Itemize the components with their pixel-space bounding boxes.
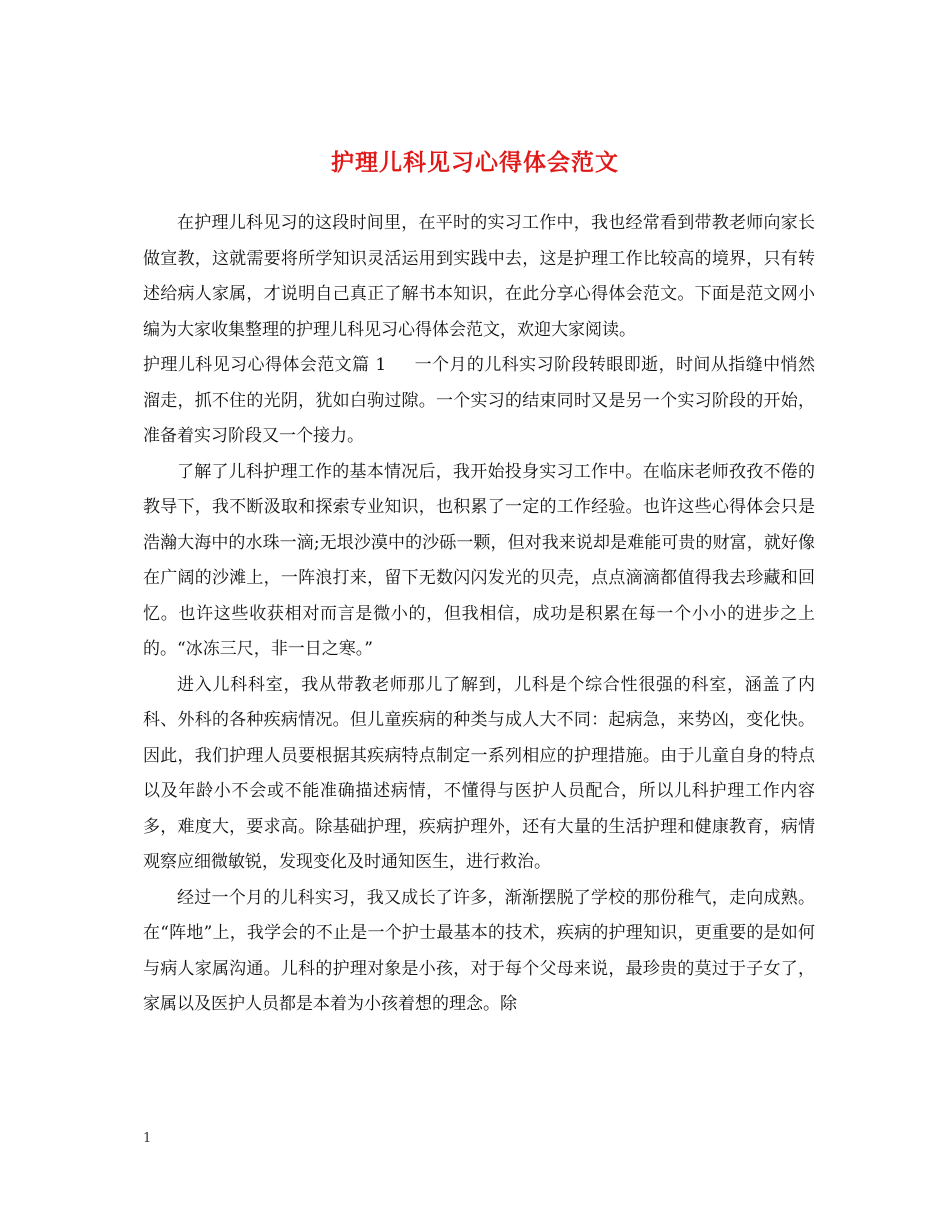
chapter-paragraph (143, 348, 815, 455)
body-paragraph-3: 经过一个月的儿科实习，我又成长了许多，渐渐摆脱了学校的那份稚气，走向成熟。在“阵地”上，我学会的不止是一个护士最基本的技术，疾病的护理知识，更重要的是如何与病人家属沟通。儿科的护理对象是小孩，对于每个父母来说，最珍贵的莫过于子女了，家属以及医护人员都是本着为小孩着想的理念。除 (143, 887, 815, 1014)
chapter-heading: 护理儿科见习心得体会范文篇 1 (143, 355, 387, 375)
page-number: 1 (143, 1131, 152, 1146)
document-body (143, 206, 815, 1023)
document-title: 护理儿科见习心得体会范文 (331, 149, 619, 177)
body-paragraph-2: 进入儿科科室，我从带教老师那儿了解到，儿科是个综合性很强的科室，涵盖了内科、外科的各种疾病情况。但儿童疾病的种类与成人大不同：起病急，来势凶，变化快。因此，我们护理人员要根据其疾病特点制定一系列相应的护理措施。由于儿童自身的特点以及年龄小不会或不能准确描述病情，不懂得与医护人员配合，所以儿科护理工作内容多，难度大，要求高。除基础护理，疾病护理外，还有大量的生活护理和健康教育，病情观察应细微敏锐，发现变化及时通知医生，进行救治。 (143, 674, 815, 872)
chapter-first-text: 一个月的儿科实习阶段转眼即逝，时间从指缝中悄然溜走，抓不住的光阴，犹如白驹过隙。一个实习的结束同时又是另一个实习阶段的开始，准备着实习阶段又一个接力。 (143, 355, 815, 446)
intro-paragraph: 在护理儿科见习的这段时间里，在平时的实习工作中，我也经常看到带教老师向家长做宣教，这就需要将所学知识灵活运用到实践中去，这是护理工作比较高的境界，只有转述给病人家属，才说明自己真正了解书本知识，在此分享心得体会范文。下面是范文网小编为大家收集整理的护理儿科见习心得体会范文，欢迎大家阅读。 (143, 213, 815, 340)
body-paragraph-1: 了解了儿科护理工作的基本情况后，我开始投身实习工作中。在临床老师孜孜不倦的教导下，我不断汲取和探索专业知识，也积累了一定的工作经验。也许这些心得体会只是浩瀚大海中的水珠一滴;无垠沙漠中的沙砾一颗，但对我来说却是难能可贵的财富，就好像在广阔的沙滩上，一阵浪打来，留下无数闪闪发光的贝壳，点点滴滴都值得我去珍藏和回忆。也许这些收获相对而言是微小的，但我相信，成功是积累在每一个小小的进步之上的。“冰冻三尺，非一日之寒。” (143, 461, 815, 659)
